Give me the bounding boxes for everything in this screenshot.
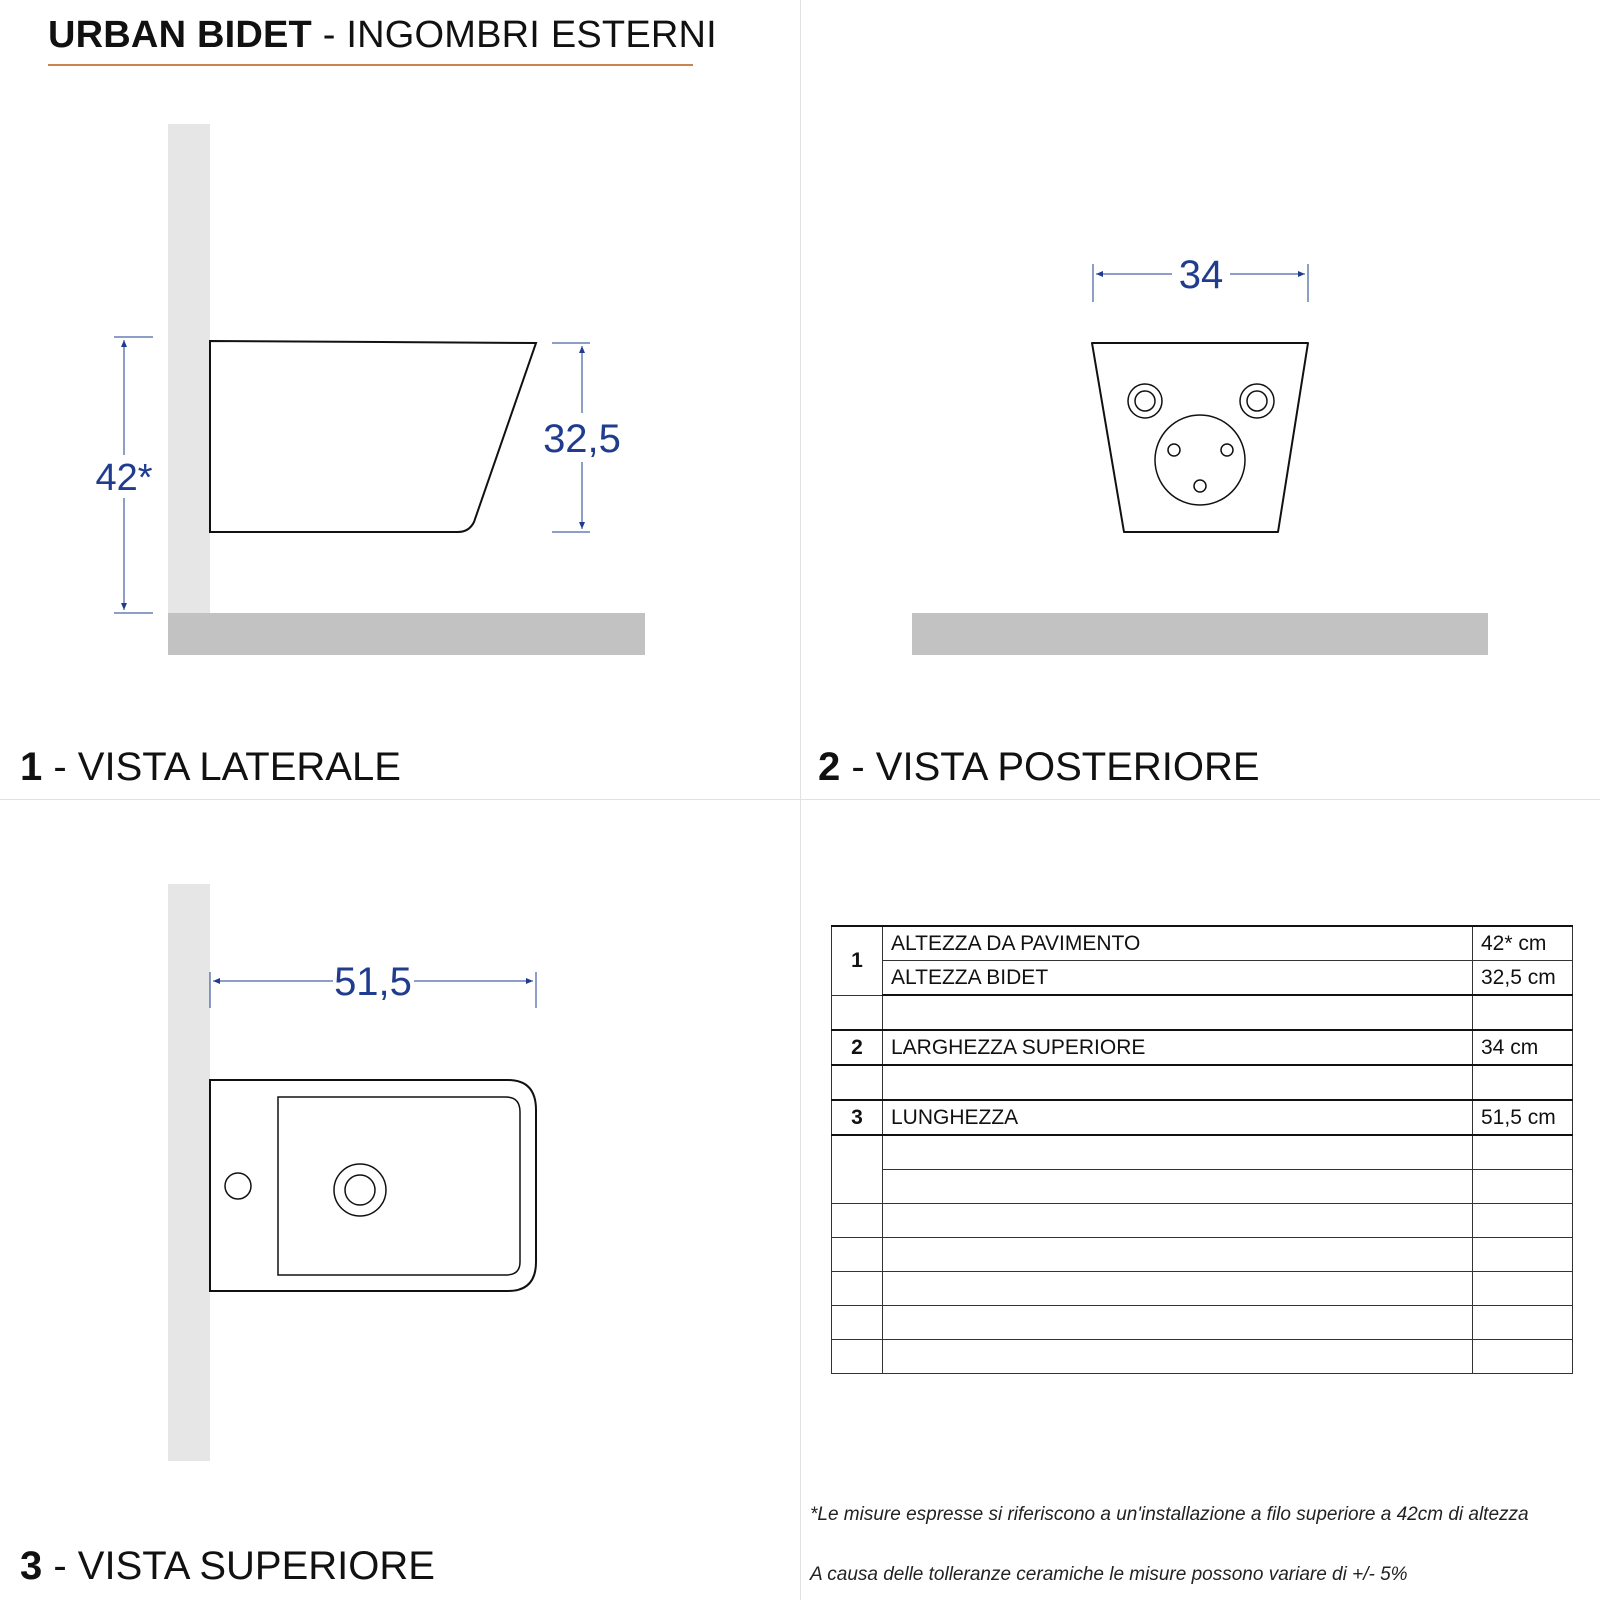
table-row bbox=[832, 1306, 1573, 1340]
top-view-wall bbox=[168, 884, 210, 1461]
table-row: 3 LUNGHEZZA 51,5 cm bbox=[832, 1100, 1573, 1135]
table-row bbox=[832, 1065, 1573, 1100]
table-row: ALTEZZA BIDET 32,5 cm bbox=[832, 961, 1573, 996]
table-row bbox=[832, 1340, 1573, 1374]
top-view-bidet bbox=[210, 1080, 536, 1291]
table-row bbox=[832, 1204, 1573, 1238]
table-row bbox=[832, 1170, 1573, 1204]
floor-height-dimension: 42* bbox=[95, 457, 153, 499]
installation-note: *Le misure espresse si riferiscono a un'installazione a filo superiore a 42cm di altezza bbox=[810, 1504, 1529, 1525]
side-view-wall bbox=[168, 124, 210, 614]
top-width-dimension: 34 bbox=[1178, 253, 1224, 297]
view-label-rear: 2 - VISTA POSTERIORE bbox=[818, 745, 1260, 789]
title-rest: - INGOMBRI ESTERNI bbox=[311, 14, 717, 56]
table-row bbox=[832, 1272, 1573, 1306]
view-label-side: 1 - VISTA LATERALE bbox=[20, 745, 401, 789]
table-row bbox=[832, 1238, 1573, 1272]
side-view-bidet bbox=[210, 341, 536, 532]
side-view-floor bbox=[168, 613, 645, 655]
rear-view-bidet bbox=[1092, 343, 1308, 532]
table-row: 1 ALTEZZA DA PAVIMENTO 42* cm bbox=[832, 926, 1573, 961]
rear-view-floor bbox=[912, 613, 1488, 655]
length-dimension: 51,5 bbox=[334, 960, 412, 1004]
dimensions-table bbox=[831, 925, 1573, 1374]
view-label-top: 3 - VISTA SUPERIORE bbox=[20, 1544, 435, 1588]
title-bold: URBAN BIDET bbox=[48, 14, 312, 56]
bidet-height-dimension: 32,5 bbox=[543, 417, 621, 461]
table-row bbox=[832, 995, 1573, 1030]
top-view bbox=[168, 884, 536, 1461]
tolerance-note: A causa delle tolleranze ceramiche le misure possono variare di +/- 5% bbox=[810, 1564, 1408, 1585]
table-row: 2 LARGHEZZA SUPERIORE 34 cm bbox=[832, 1030, 1573, 1065]
side-view bbox=[95, 124, 645, 655]
table-row bbox=[832, 1135, 1573, 1170]
rear-view bbox=[912, 253, 1488, 655]
